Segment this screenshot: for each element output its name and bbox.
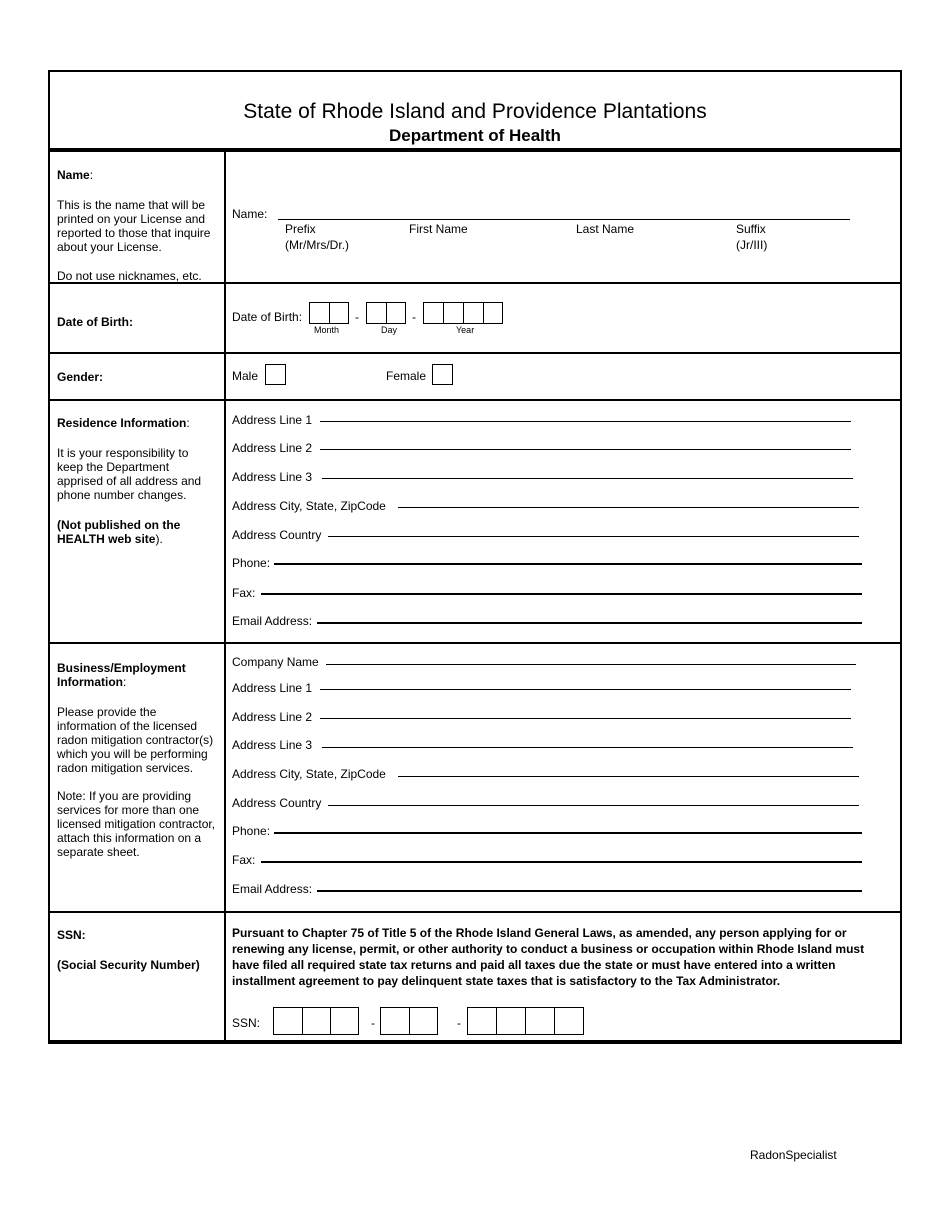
form-header	[50, 72, 900, 152]
res-country-input[interactable]	[328, 536, 859, 537]
dob-field-label: Date of Birth:	[232, 310, 303, 324]
tax-compliance-notice: Pursuant to Chapter 75 of Title 5 of the Rhode Island General Laws, as amended, any person applying for or renewing any license, permit, or other authority to conduct a business or occupation within Rhode Island must have filed all required state tax returns and paid all taxes due the state or must have entered into a written installment agreement to pay delinquent state taxes that is satisfactory to the Tax Administrator.	[232, 926, 865, 988]
state-title: State of Rhode Island and Providence Plantations	[243, 100, 707, 123]
business-heading: Business/Employment Information	[57, 661, 186, 689]
res-city-state-zip-label: Address City, State, ZipCode	[232, 499, 386, 513]
name-heading: Name	[57, 168, 90, 182]
ssn-dash: -	[371, 1016, 375, 1030]
box-divider	[496, 1007, 497, 1035]
male-label: Male	[232, 369, 259, 383]
box-divider	[302, 1007, 303, 1035]
biz-city-state-zip-input[interactable]	[398, 776, 859, 777]
name-section-label	[57, 168, 217, 283]
gender-section-label: Gender:	[57, 370, 104, 384]
biz-city-state-zip-label: Address City, State, ZipCode	[232, 767, 386, 781]
res-address-line-2-label: Address Line 2	[232, 441, 313, 455]
box-divider	[483, 302, 484, 324]
res-address-line-1-label: Address Line 1	[232, 413, 313, 427]
biz-address-line-1-label: Address Line 1	[232, 681, 313, 695]
biz-fax-label: Fax:	[232, 853, 256, 867]
residence-description: It is your responsibility to keep the Department apprised of all address and phone number changes.	[57, 446, 202, 502]
business-heading-colon: :	[123, 675, 127, 689]
biz-country-input[interactable]	[328, 805, 859, 806]
business-section-label	[57, 661, 217, 859]
form-id: RadonSpecialist	[750, 1148, 837, 1162]
residence-section-label	[57, 416, 217, 546]
box-divider	[554, 1007, 555, 1035]
dob-dash: -	[412, 310, 416, 324]
res-email-label: Email Address:	[232, 614, 313, 628]
row-divider	[50, 399, 900, 401]
row-divider	[50, 642, 900, 644]
ssn-area-box[interactable]	[273, 1007, 359, 1035]
res-fax-input[interactable]	[261, 593, 862, 595]
name-heading-colon: :	[89, 168, 94, 182]
biz-address-line-2-label: Address Line 2	[232, 710, 313, 724]
male-checkbox[interactable]	[265, 364, 286, 385]
name-description: This is the name that will be printed on your License and reported to those that inquire about your License.	[57, 198, 211, 254]
box-divider	[409, 1007, 410, 1035]
residence-heading-colon: :	[186, 416, 190, 430]
biz-company-name-label: Company Name	[232, 655, 319, 669]
biz-country-label: Address Country	[232, 796, 322, 810]
business-note: Note: If you are providing services for more than one licensed mitigation contractor, attach this information on a separate sheet.	[57, 789, 216, 859]
biz-address-line-3-input[interactable]	[322, 747, 853, 748]
dob-dash: -	[355, 310, 359, 324]
box-divider	[329, 302, 330, 324]
box-divider	[463, 302, 464, 324]
res-address-line-2-input[interactable]	[320, 449, 851, 450]
biz-email-label: Email Address:	[232, 882, 313, 896]
row-divider	[50, 911, 900, 913]
biz-fax-input[interactable]	[261, 861, 862, 863]
res-address-line-3-label: Address Line 3	[232, 470, 313, 484]
dob-year-caption: Year	[456, 325, 475, 335]
last-name-label: Last Name	[576, 222, 635, 236]
prefix-label: Prefix	[285, 222, 316, 236]
female-label: Female	[386, 369, 427, 383]
box-divider	[330, 1007, 331, 1035]
biz-phone-label: Phone:	[232, 824, 271, 838]
biz-email-input[interactable]	[317, 890, 862, 892]
business-description: Please provide the information of the licensed radon mitigation contractor(s) which you will be performing radon mitigation services.	[57, 705, 214, 775]
ssn-subheading: (Social Security Number)	[57, 958, 200, 972]
ssn-heading: SSN:	[57, 928, 86, 942]
res-phone-input[interactable]	[274, 563, 862, 565]
application-form	[48, 70, 902, 1044]
biz-address-line-3-label: Address Line 3	[232, 738, 313, 752]
dob-month-caption: Month	[314, 325, 340, 335]
biz-address-line-1-input[interactable]	[320, 689, 851, 690]
first-name-label: First Name	[409, 222, 468, 236]
res-city-state-zip-input[interactable]	[398, 507, 859, 508]
row-divider	[50, 352, 900, 354]
residence-note: (Not published on the HEALTH web site	[57, 518, 181, 546]
name-input-line[interactable]	[278, 219, 850, 220]
biz-address-line-2-input[interactable]	[320, 718, 851, 719]
dob-section-label: Date of Birth:	[57, 315, 133, 329]
suffix-hint: (Jr/III)	[736, 238, 768, 252]
residence-note-end: ).	[155, 532, 163, 546]
res-fax-label: Fax:	[232, 586, 256, 600]
biz-company-name-input[interactable]	[326, 664, 856, 665]
dob-day-caption: Day	[381, 325, 398, 335]
name-note: Do not use nicknames, etc.	[57, 269, 202, 283]
box-divider	[386, 302, 387, 324]
prefix-hint: (Mr/Mrs/Dr.)	[285, 238, 349, 252]
name-field-label: Name:	[232, 207, 268, 221]
ssn-section-label	[57, 928, 217, 972]
biz-phone-input[interactable]	[274, 832, 862, 834]
res-email-input[interactable]	[317, 622, 862, 624]
suffix-label: Suffix	[736, 222, 766, 236]
box-divider	[443, 302, 444, 324]
residence-heading: Residence Information	[57, 416, 187, 430]
ssn-field-label: SSN:	[232, 1016, 261, 1030]
res-address-line-1-input[interactable]	[320, 421, 851, 422]
res-country-label: Address Country	[232, 528, 322, 542]
res-address-line-3-input[interactable]	[322, 478, 853, 479]
department-title: Department of Health	[389, 126, 561, 145]
ssn-dash: -	[457, 1016, 461, 1030]
column-divider	[224, 152, 226, 1040]
female-checkbox[interactable]	[432, 364, 453, 385]
box-divider	[525, 1007, 526, 1035]
res-phone-label: Phone:	[232, 556, 271, 570]
